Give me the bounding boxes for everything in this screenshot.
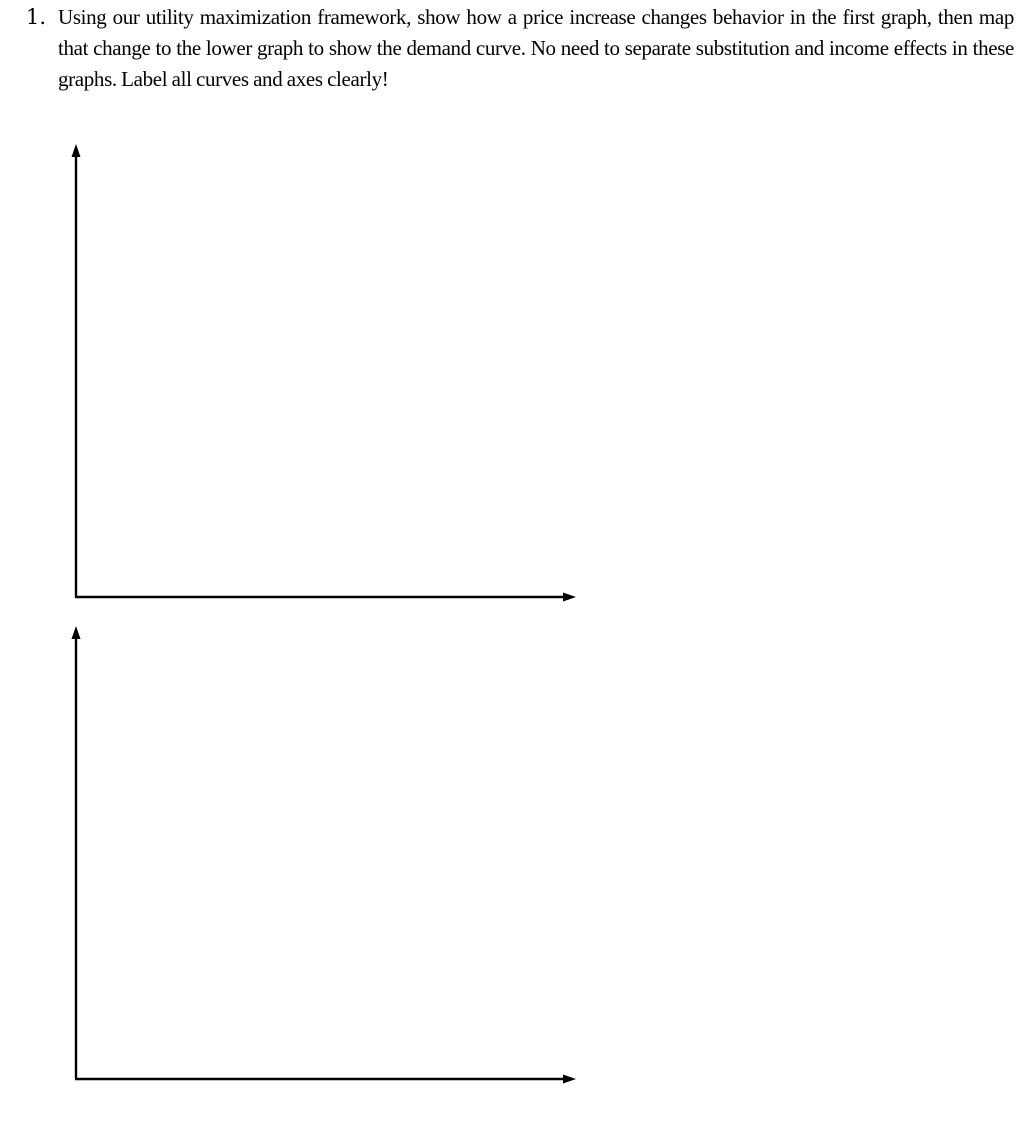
question-text: Using our utility maximization framework, show how a price increase changes behavior in the first graph, then map that change to the lower graph to show the demand curve. No need to separate substitution and income effects in these graphs. Label all curves and axes clearly! [58, 5, 1014, 91]
question-number: 1. [26, 5, 47, 29]
lower-y-arrow-icon [72, 626, 81, 639]
upper-graph [66, 140, 586, 610]
upper-x-arrow-icon [563, 593, 576, 602]
lower-x-arrow-icon [563, 1075, 576, 1084]
lower-graph [66, 622, 586, 1090]
lower-graph-axes [66, 622, 586, 1090]
upper-y-arrow-icon [72, 144, 81, 157]
upper-graph-axes [66, 140, 586, 610]
